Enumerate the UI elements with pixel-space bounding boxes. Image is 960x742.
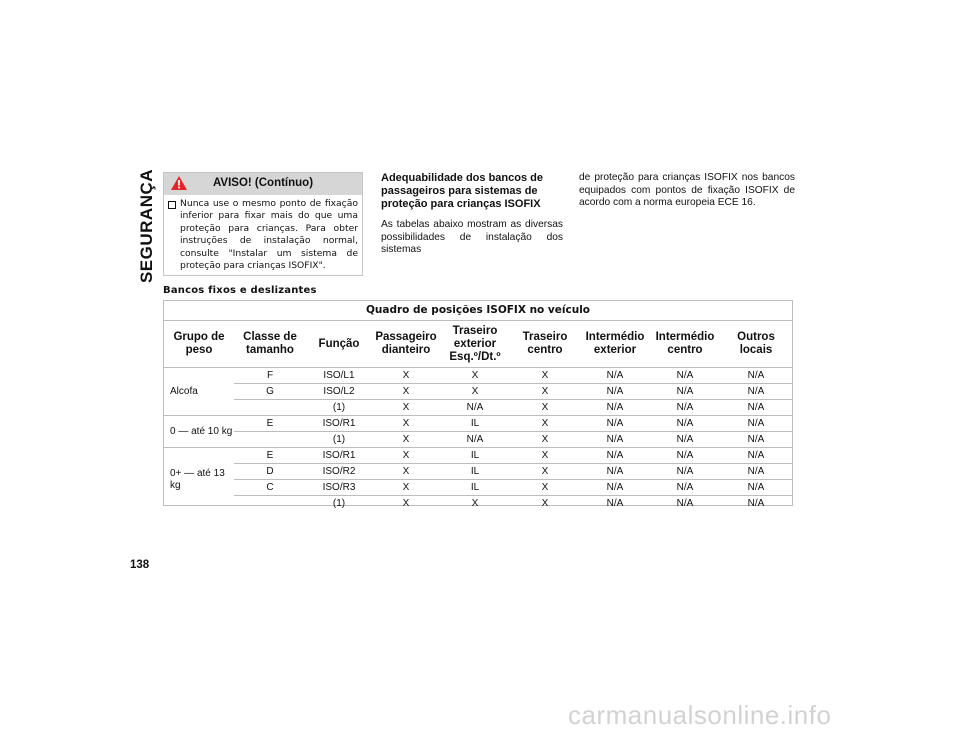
table-cell: N/A [650,400,720,416]
table-cell: N/A [650,464,720,480]
table-cell: N/A [720,448,792,464]
table-cell: X [510,432,580,448]
table-cell: ISO/R1 [306,448,372,464]
table-cell: N/A [580,400,650,416]
table-cell: X [372,480,440,496]
table-cell: D [234,464,306,480]
suitability-column [381,172,563,257]
column-header: Função [318,337,360,350]
table-cell: X [372,416,440,432]
table-cell: N/A [720,496,792,512]
table-cell: X [510,384,580,400]
table-cell: (1) [306,496,372,512]
table-cell: ISO/R2 [306,464,372,480]
table-cell: N/A [720,432,792,448]
watermark: carmanualsonline.info [568,700,832,730]
table-cell: X [510,480,580,496]
suitability-paragraph-part2: de proteção para crianças ISOFIX nos bancos equipados com pontos de fixação ISOFIX de acordo com a norma europeia ECE 16. [579,172,795,209]
column-header: Classe de tamanho [243,331,297,356]
table-cell: X [510,368,580,384]
table-row [164,464,792,480]
isofix-table [163,300,793,510]
table-cell: C [234,480,306,496]
table-row [164,496,792,512]
table-cell: N/A [580,432,650,448]
table-cell: N/A [580,448,650,464]
weight-group-cell: 0 — até 10 kg [164,416,234,448]
table-cell: N/A [720,368,792,384]
table-cell: E [234,416,306,432]
table-cell: X [510,400,580,416]
table-row [164,432,792,448]
table-cell: N/A [720,480,792,496]
table-cell: N/A [650,432,720,448]
table-cell: X [510,416,580,432]
table-cell: X [372,368,440,384]
column-header: Passageiro dianteiro [375,331,437,356]
table-cell: IL [440,448,510,464]
table-cell: N/A [580,368,650,384]
column-header: Traseiro exterior Esq.º/Dt.º [449,324,501,363]
checkbox-bullet-icon [168,201,176,209]
table-cell [234,496,306,512]
warning-title: AVISO! (Contínuo) [212,177,314,189]
section-tab [136,168,158,284]
table-cell: IL [440,416,510,432]
table-cell: X [372,400,440,416]
column-header: Intermédio centro [655,331,715,356]
column-header: Grupo de peso [173,331,225,356]
table-cell [234,400,306,416]
table-cell: (1) [306,400,372,416]
table-cell: (1) [306,432,372,448]
table-cell: X [372,432,440,448]
table-cell: X [440,496,510,512]
table-row [164,448,792,464]
suitability-heading: Adequabilidade dos bancos de passageiros para sistemas de proteção para crianças ISOFIX [381,172,543,210]
table-cell: N/A [650,448,720,464]
suitability-paragraph-part1: As tabelas abaixo mostram as diversas possibilidades de instalação dos sistemas [381,219,563,256]
table-cell: N/A [720,416,792,432]
table-cell [234,432,306,448]
column-header: Intermédio exterior [585,331,645,356]
table-cell: N/A [580,416,650,432]
column-header: Traseiro centro [522,331,568,356]
table-cell: N/A [650,480,720,496]
table-cell: ISO/R3 [306,480,372,496]
warning-box [163,172,363,276]
warning-header [164,173,362,195]
table-cell: N/A [720,400,792,416]
table-cell: N/A [580,384,650,400]
warning-item [164,195,362,272]
table-cell: IL [440,464,510,480]
page-number: 138 [130,559,150,571]
table-cell: G [234,384,306,400]
table-cell: N/A [650,416,720,432]
table-row [164,416,792,432]
table-cell: N/A [580,496,650,512]
table-cell: N/A [580,480,650,496]
table-cell: N/A [440,400,510,416]
isofix-table-title: Quadro de posições ISOFIX no veículo [164,301,792,321]
table-cell: X [440,368,510,384]
suitability-continuation-column [579,172,795,210]
table-cell: N/A [580,464,650,480]
weight-group-cell: 0+ — até 13 kg [164,448,234,512]
warning-item-text: Nunca use o mesmo ponto de fixação inferior para fixar mais do que uma proteção para crianças. Para obter instruções de instalação normal, consulte "Instalar um sistema de proteção para crianças ISOFIX". [180,198,358,272]
table-cell: N/A [440,432,510,448]
table-cell: N/A [720,464,792,480]
table-cell: X [510,496,580,512]
table-cell: ISO/L1 [306,368,372,384]
table-cell: IL [440,480,510,496]
table-cell: N/A [650,368,720,384]
isofix-positions-table [164,321,792,512]
table-cell: N/A [650,384,720,400]
table-cell: ISO/L2 [306,384,372,400]
table-cell: X [372,384,440,400]
table-cell: E [234,448,306,464]
table-row [164,368,792,384]
table-cell: X [510,464,580,480]
table-cell: X [372,496,440,512]
table-cell: ISO/R1 [306,416,372,432]
table-row [164,384,792,400]
table-row [164,400,792,416]
table-cell: X [440,384,510,400]
section-tab-label: SEGURANÇA [137,168,156,284]
column-header: Outros locais [737,331,775,356]
table-header-row [164,321,792,368]
table-cell: N/A [650,496,720,512]
table-cell: F [234,368,306,384]
table-row [164,480,792,496]
table-cell: X [510,448,580,464]
table-cell: X [372,464,440,480]
table-cell: X [372,448,440,464]
fixed-sliding-seats-heading: Bancos fixos e deslizantes [163,285,317,296]
table-cell: N/A [720,384,792,400]
weight-group-cell: Alcofa [164,368,234,416]
